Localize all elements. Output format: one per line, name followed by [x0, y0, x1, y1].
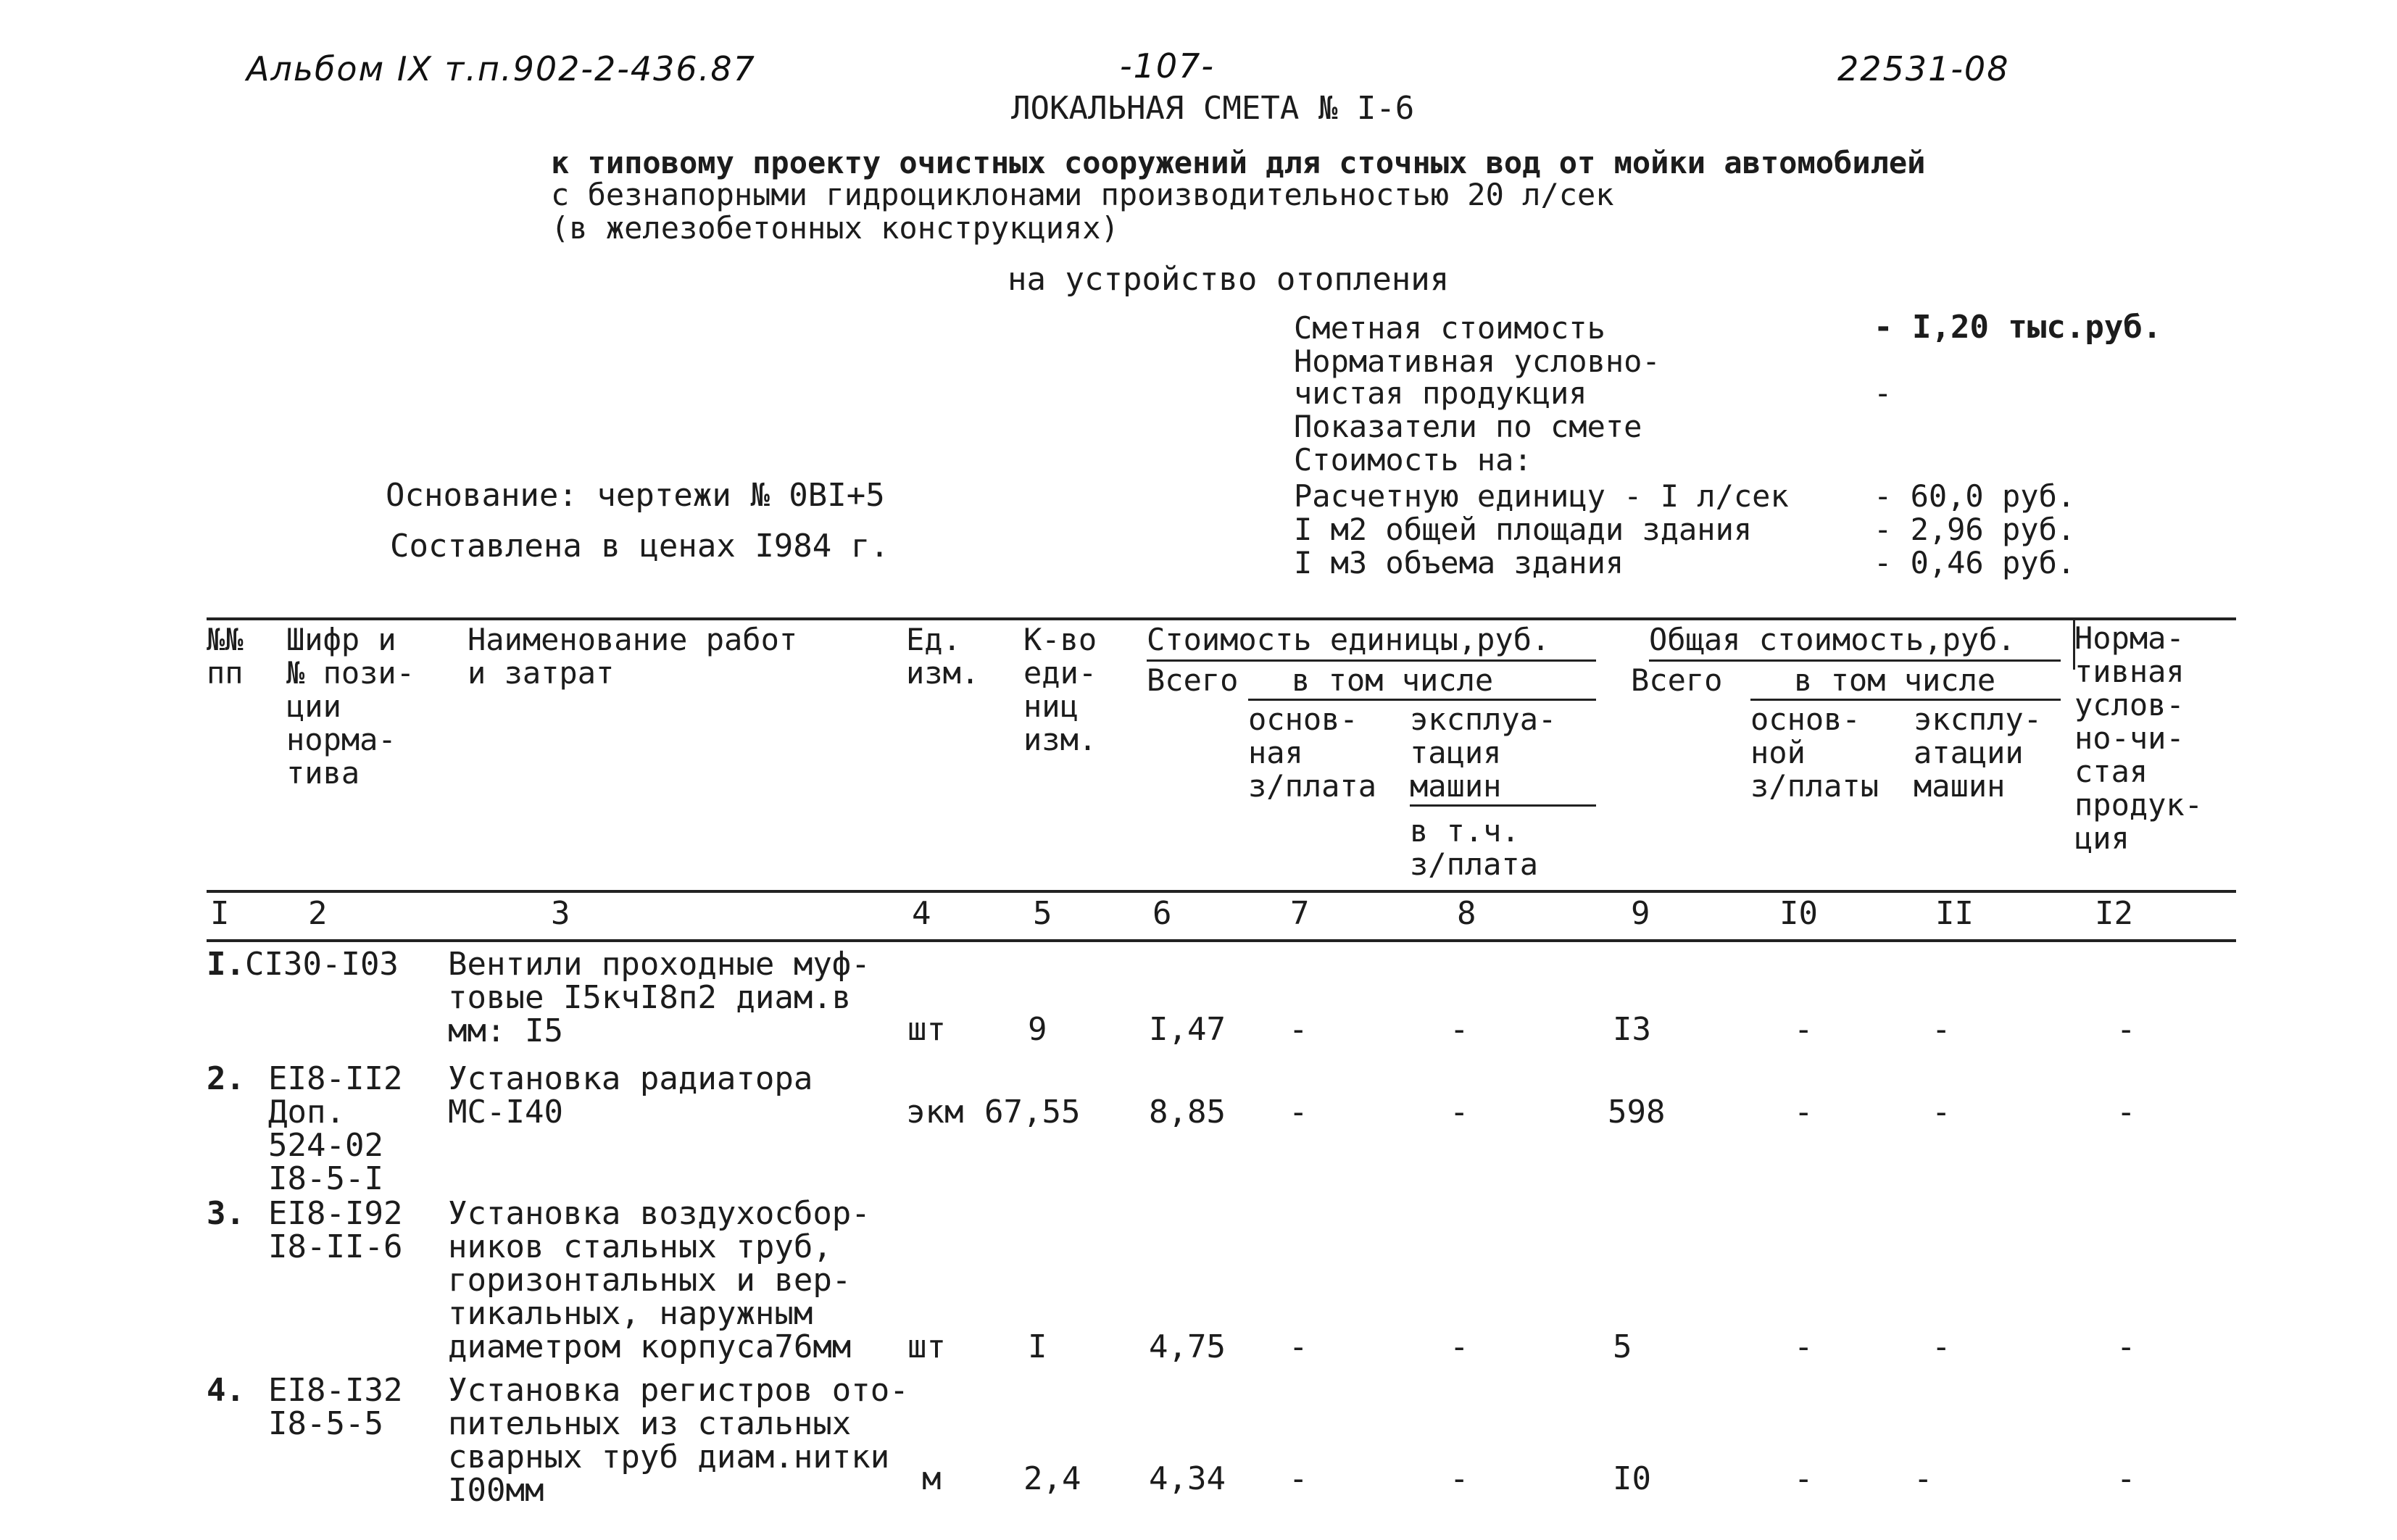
summary-label: Нормативная условно- [1294, 344, 1661, 379]
header-grand-total: Всего [1631, 662, 1723, 698]
row-number: 2. [207, 1060, 245, 1097]
total-machines: - [1914, 1460, 1933, 1497]
column-number: 9 [1631, 895, 1650, 932]
header-sub-rule [1750, 699, 2061, 701]
page-number: -107- [1120, 46, 1215, 86]
table-top-rule [207, 617, 2236, 620]
unit-total: 4,34 [1149, 1460, 1226, 1497]
album-reference: Альбом IX т.п.902-2-436.87 [246, 49, 756, 88]
header-net-product: Норма- тивная услов- но-чи- стая продук- ция [2074, 620, 2203, 856]
total-salary: - [1794, 1011, 1814, 1048]
unit-machines: - [1450, 1011, 1469, 1048]
column-number: 3 [551, 895, 570, 932]
column-number: 7 [1290, 895, 1310, 932]
unit-total: 4,75 [1149, 1328, 1226, 1365]
document-title: ЛОКАЛЬНАЯ СМЕТА № I-6 [1011, 90, 1415, 127]
header-including: в том числе [1794, 662, 1996, 698]
header-norm-code: Шифр и № пози- ции норма- тива [286, 622, 415, 791]
basis-prices: Составлена в ценах I984 г. [390, 528, 889, 565]
summary-value: - 0,46 руб. [1874, 545, 2076, 580]
work-name: Установка радиатора МС-I40 [448, 1060, 813, 1131]
header-work-name: Наименование работ и затрат [468, 622, 798, 691]
header-machine-operation: эксплуа- тация машин [1410, 702, 1557, 804]
column-number: 2 [308, 895, 328, 932]
header-base-salary: основ- ная з/плата [1248, 702, 1377, 804]
summary-value: - [1874, 375, 1893, 411]
summary-label: чистая продукция [1294, 375, 1587, 411]
estimate-subject: на устройство отопления [1008, 261, 1450, 298]
unit-salary: - [1289, 1328, 1308, 1365]
unit-total: 8,85 [1149, 1094, 1226, 1131]
unit: шт [907, 1328, 946, 1365]
header-unit: Ед. изм. [906, 622, 980, 691]
header-sub-rule [1248, 699, 1596, 701]
work-name: Установка воздухосбор- ников стальных труб, горизонтальных и вер- тикальных, наружным диаметром корпуса76мм [448, 1195, 871, 1365]
unit: м [922, 1460, 942, 1497]
net-product: - [2116, 1328, 2136, 1365]
subtitle-line: с безнапорными гидроциклонами производительностью 20 л/сек [551, 177, 1614, 212]
header-sub-rule [1410, 804, 1596, 807]
column-numbers-rule [207, 939, 2236, 942]
summary-label: I м2 общей площади здания [1294, 512, 1753, 547]
total-machines: - [1932, 1328, 1951, 1365]
row-number: 3. [207, 1195, 245, 1232]
document-code: 22531-08 [1837, 49, 2010, 88]
norm-code: EI8-I92 I8-II-6 [268, 1195, 403, 1265]
unit-total: I,47 [1149, 1011, 1226, 1048]
total-machines: - [1932, 1094, 1951, 1131]
header-row-number: №№ пп [207, 622, 244, 691]
header-machine-operation: эксплу- атации машин [1914, 702, 2043, 804]
header-sub-rule [1649, 659, 2061, 662]
column-number: 8 [1457, 895, 1476, 932]
column-number: 4 [912, 895, 931, 932]
work-name: Вентили проходные муф- товые I5кчI8п2 диам.в мм: I5 [448, 946, 871, 1049]
subtitle-line: (в железобетонных конструкциях) [551, 210, 1119, 246]
quantity: 2,4 [1023, 1460, 1081, 1497]
unit-salary: - [1289, 1094, 1308, 1131]
unit: экм [906, 1094, 964, 1131]
summary-label: Показатели по смете [1294, 409, 1642, 444]
total-cost: 598 [1608, 1094, 1666, 1131]
quantity: 9 [1028, 1011, 1047, 1048]
column-number: I0 [1779, 895, 1818, 932]
row-number: I. [207, 946, 245, 983]
unit: шт [907, 1011, 946, 1048]
header-total-cost: Общая стоимость,руб. [1649, 622, 2016, 657]
total-machines: - [1932, 1011, 1951, 1048]
column-number: 5 [1033, 895, 1052, 932]
unit-machines: - [1450, 1328, 1469, 1365]
column-number: I [210, 895, 230, 932]
total-salary: - [1794, 1328, 1814, 1365]
summary-label: Расчетную единицу - I л/сек [1294, 478, 1789, 514]
column-number: I2 [2095, 895, 2133, 932]
net-product: - [2116, 1011, 2136, 1048]
header-incl-salary: в т.ч. з/плата [1410, 813, 1539, 882]
net-product: - [2116, 1460, 2136, 1497]
row-number: 4. [207, 1372, 245, 1409]
total-cost: I0 [1613, 1460, 1651, 1497]
header-unit-total: Всего [1147, 662, 1239, 698]
summary-value: - 2,96 руб. [1874, 512, 2076, 547]
subtitle-line: к типовому проекту очистных сооружений для сточных вод от мойки автомобилей [551, 145, 1926, 180]
total-salary: - [1794, 1460, 1814, 1497]
unit-machines: - [1450, 1094, 1469, 1131]
quantity: 67,55 [984, 1094, 1081, 1131]
summary-label: Стоимость на: [1294, 442, 1532, 478]
header-including: в том числе [1292, 662, 1494, 698]
total-cost: 5 [1613, 1328, 1632, 1365]
unit-salary: - [1289, 1011, 1308, 1048]
header-unit-cost: Стоимость единицы,руб. [1147, 622, 1550, 657]
norm-code: EI8-II2 Доп. 524-02 I8-5-I [268, 1060, 403, 1197]
unit-salary: - [1289, 1460, 1308, 1497]
work-name: Установка регистров ото- пительных из стальных сварных труб диам.нитки I00мм [448, 1372, 909, 1509]
summary-label: I м3 объема здания [1294, 545, 1624, 580]
header-quantity: К-во еди- ниц изм. [1023, 622, 1097, 757]
unit-machines: - [1450, 1460, 1469, 1497]
norm-code: CI30-I03 [245, 946, 399, 983]
summary-value: - I,20 тыс.руб. [1874, 309, 2162, 346]
total-cost: I3 [1613, 1011, 1651, 1048]
header-bottom-rule [207, 890, 2236, 893]
column-number: II [1935, 895, 1974, 932]
header-base-salary: основ- ной з/платы [1750, 702, 1879, 804]
summary-label: Сметная стоимость [1294, 310, 1605, 346]
total-salary: - [1794, 1094, 1814, 1131]
column-number: 6 [1152, 895, 1172, 932]
summary-value: - 60,0 руб. [1874, 478, 2076, 514]
norm-code: EI8-I32 I8-5-5 [268, 1372, 403, 1442]
net-product: - [2116, 1094, 2136, 1131]
basis-drawings: Основание: чертежи № 0BI+5 [386, 477, 885, 514]
quantity: I [1028, 1328, 1047, 1365]
header-sub-rule [1147, 659, 1596, 662]
